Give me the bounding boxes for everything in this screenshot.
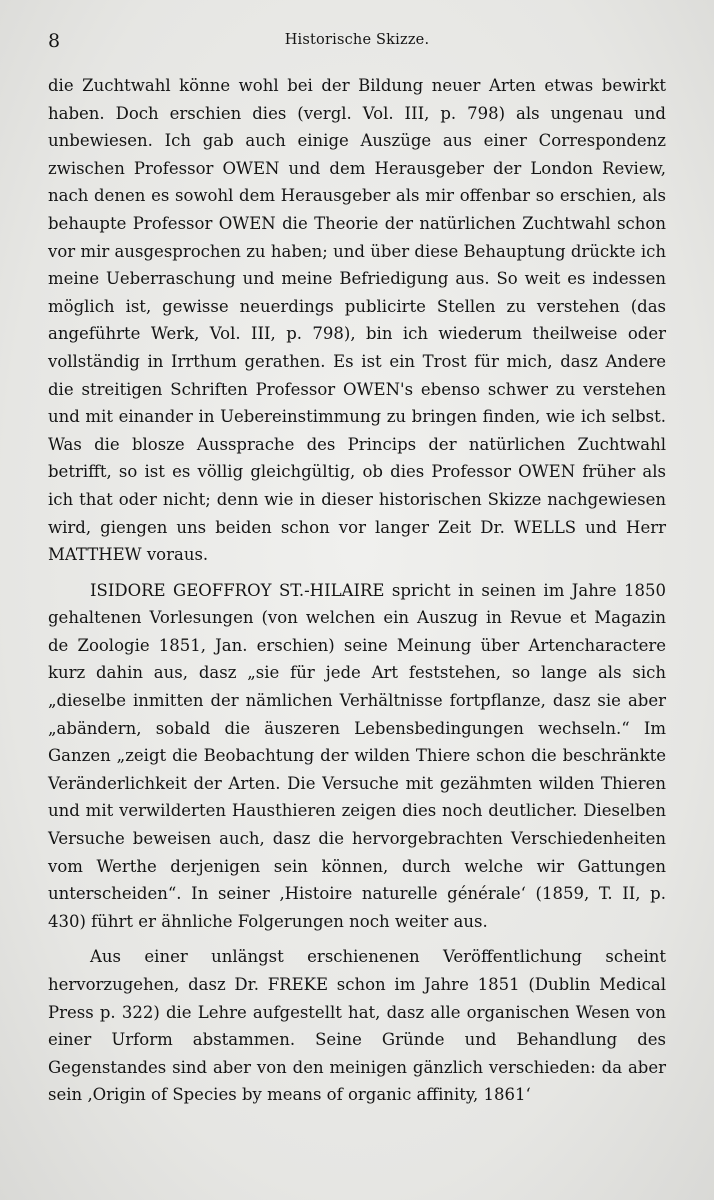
paragraph-1: die Zuchtwahl könne wohl bei der Bildung neuer Arten etwas bewirkt haben. Doch erschien dies (vergl. Vol. III, p. 798) als ungenau und unbewiesen. Ich gab auch einige Auszüge aus einer Correspondenz zwischen Professor OWEN und dem Herausgeber der London Review, nach denen es sowohl dem Herausgeber als mir offenbar so erschien, als behaupte Professor OWEN die Theorie der natürlichen Zuchtwahl schon vor mir ausgesprochen zu haben; und über diese Behauptung drückte ich meine Ueberraschung und meine Befriedigung aus. So weit es indessen möglich ist, gewisse neuerdings publicirte Stellen zu verstehen (das angeführte Werk, Vol. III, p. 798), bin ich wiederum theilweise oder vollständig in Irrthum gerathen. Es ist ein Trost für mich, dasz Andere die streitigen Schriften Professor OWEN's ebenso schwer zu verstehen und mit einander in Uebereinstimmung zu bringen finden, wie ich selbst. Was die blosze Aussprache des Princips der natürlichen Zuchtwahl betrifft, so ist es völlig gleichgültig, ob dies Professor OWEN früher als ich that oder nicht; denn wie in dieser historischen Skizze nachgewiesen wird, giengen uns beiden schon vor langer Zeit Dr. WELLS und Herr MATTHEW voraus. <box>48 76 666 565</box>
running-head: Historische Skizze. <box>284 32 430 48</box>
paragraph-3: Aus einer unlängst erschienenen Veröffentlichung scheint hervorzugehen, dasz Dr. FREKE schon im Jahre 1851 (Dublin Medical Press p. 322) die Lehre aufgestellt hat, dasz alle organischen Wesen von einer Urform abstammen. Seine Gründe und Behandlung des Gegenstandes sind aber von den meinigen gänzlich verschieden: da aber sein ‚Origin of Species by means of organic affinity, 1861‘ <box>48 947 666 1105</box>
paragraph-2: ISIDORE GEOFFROY ST.-HILAIRE spricht in seinen im Jahre 1850 gehaltenen Vorlesungen (von welchen ein Auszug in Revue et Magazin de Zoologie 1851, Jan. erschien) seine Meinung über Artencharactere kurz dahin aus, dasz „sie für jede Art feststehen, so lange als sich „dieselbe inmitten der nämlichen Verhältnisse fortpflanze, dasz sie aber „abändern, sobald die äuszeren Lebensbedingungen wechseln.“ Im Ganzen „zeigt die Beobachtung der wilden Thiere schon die beschränkte Veränderlichkeit der Arten. Die Versuche mit gezähmten wilden Thieren und mit verwilderten Hausthieren zeigen dies noch deutlicher. Dieselben Versuche beweisen auch, dasz die hervorgebrachten Verschiedenheiten vom Werthe derjenigen sein können, durch welche wir Gattungen unterscheiden“. In seiner ‚Histoire naturelle générale‘ (1859, T. II, p. 430) führt er ähnliche Folgerungen noch weiter aus. <box>48 580 666 931</box>
page-header <box>48 30 666 56</box>
page-number: 8 <box>48 30 61 52</box>
body-text <box>48 72 666 1117</box>
